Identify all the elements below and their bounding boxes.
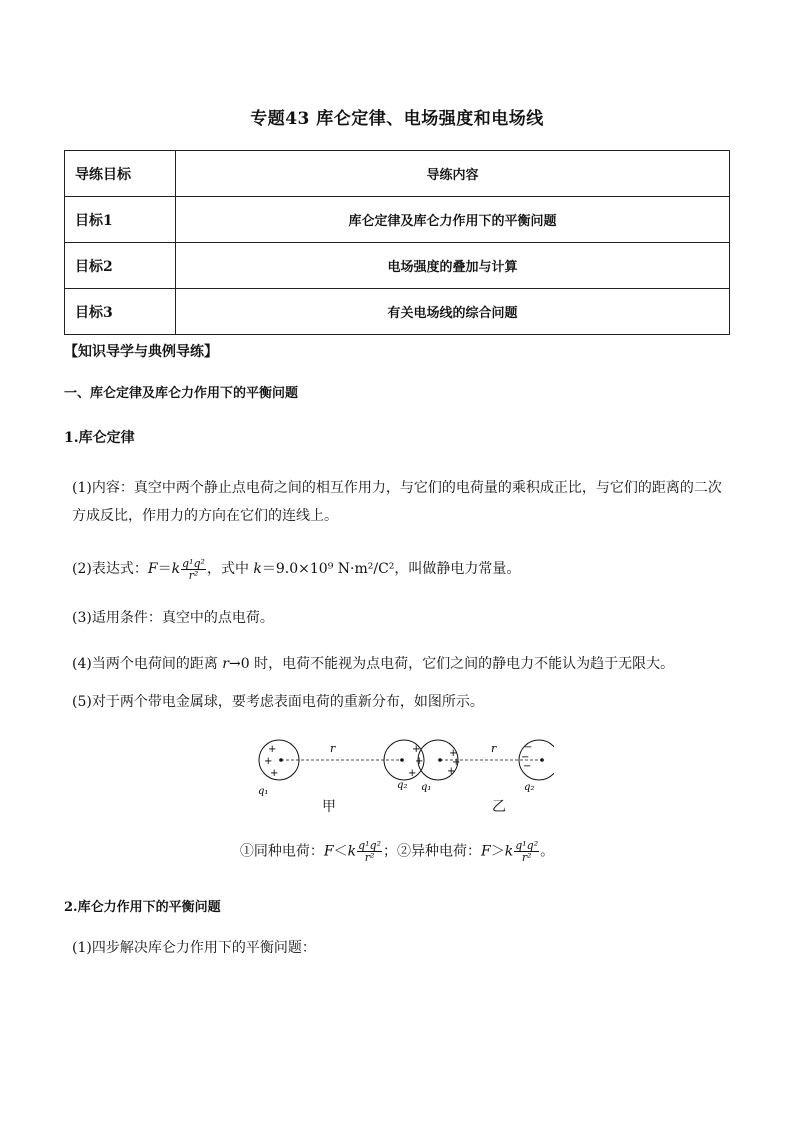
charge-sign: + [268,744,277,755]
charge-sign: − [524,742,533,753]
p2-prefix: (2)表达式： [72,561,148,577]
charge-sign: + [415,756,424,767]
goals-table [64,150,730,335]
charge-sign: + [447,766,456,777]
p2-den: r² [188,568,199,582]
caption-lt: ＜ [333,843,348,860]
p2-suffix: ，叫做静电力常量。 [394,561,521,577]
q2-label: q₂ [397,780,408,791]
p1 [72,474,732,530]
caption-end: 。 [540,843,555,860]
table-row [65,243,730,289]
table-row [65,289,730,335]
caption-gt: ＞ [490,843,505,860]
charge-sign: − [523,761,532,772]
sub1-title: 1.库仑定律 [64,430,135,446]
charge-sign: − [521,752,530,763]
content-cell: 库仑定律及库仑力作用下的平衡问题 [176,197,730,243]
p5: (5)对于两个带电金属球，要考虑表面电荷的重新分布，如图所示。 [72,694,484,710]
caption-fraction [357,840,382,863]
label-yi: 乙 [492,799,506,815]
q1-label: q₁ [421,782,432,793]
q2-label: q₂ [524,782,535,793]
q1-label: q₁ [258,786,269,797]
caption-c1: ①同种电荷： [239,843,324,860]
p2-mid: ，式中 [206,561,254,577]
p4-prefix: (4)当两个电荷间的距离 [72,656,223,672]
p2-fraction [181,558,206,581]
caption-k2: k [504,843,514,860]
content-cell: 有关电场线的综合问题 [176,289,730,335]
charge-sign: + [264,756,273,767]
part1-title: 一、库仑定律及库仑力作用下的平衡问题 [64,386,299,401]
p2-eq: ＝ [157,561,172,577]
caption-num2: q¹q² [515,839,539,852]
caption-den2: r² [521,851,532,864]
goal-cell: 目标2 [65,243,176,289]
caption-F: F [323,843,334,860]
p2-k: k [171,561,181,577]
figure-jia [258,740,424,797]
caption-fraction2 [514,840,539,863]
charge-figure [254,734,554,814]
p4-arrow: →0 [228,656,250,672]
table-header-row [65,151,730,197]
r-label: r [330,742,336,755]
label-jia: 甲 [322,799,336,815]
p4 [72,650,732,678]
caption-k: k [347,843,357,860]
r-label: r [491,742,497,755]
p1-line1: (1)内容：真空中两个静止点电荷之间的相互作用力，与它们的电荷量的乘积成正比，与它们的距离的二次 [72,480,722,496]
caption-num: q¹q² [358,839,381,852]
p2-formula [72,555,732,583]
charge-sign: + [408,768,417,779]
caption-F2: F [481,843,491,860]
page-title: 专题43 库仑定律、电场强度和电场线 [250,109,544,129]
goal-cell: 目标3 [65,289,176,335]
content-cell: 电场强度的叠加与计算 [176,243,730,289]
charge-sign: + [449,748,458,759]
section-header: 【知识导学与典例导练】 [64,344,218,360]
caption-sep: ；②异种电荷： [383,843,481,860]
p1-line2: 方成反比，作用力的方向在它们的连线上。 [72,508,338,524]
p2-F: F [147,561,158,577]
table-row [65,197,730,243]
figure-yi [418,740,554,793]
charge-sign: + [412,744,421,755]
p2-kval: k [253,561,262,577]
charge-sign: + [452,757,461,768]
header-content: 导练内容 [176,151,730,197]
p2-value: ＝9.0×10⁹ N·m²/C² [261,561,395,577]
figure-caption [0,840,794,863]
caption-den: r² [364,851,375,864]
header-goal: 导练目标 [65,151,176,197]
p2-num: q¹q² [182,556,205,570]
goal-cell: 目标1 [65,197,176,243]
p4-suffix: 时，电荷不能视为点电荷，它们之间的静电力不能认为趋于无限大。 [249,656,675,672]
charge-sign: + [270,768,279,779]
p4-r: r [222,656,229,672]
p3: (3)适用条件：真空中的点电荷。 [72,610,274,626]
sub2-title: 2.库仑力作用下的平衡问题 [64,900,221,915]
p6: (1)四步解决库仑力作用下的平衡问题： [72,940,316,956]
